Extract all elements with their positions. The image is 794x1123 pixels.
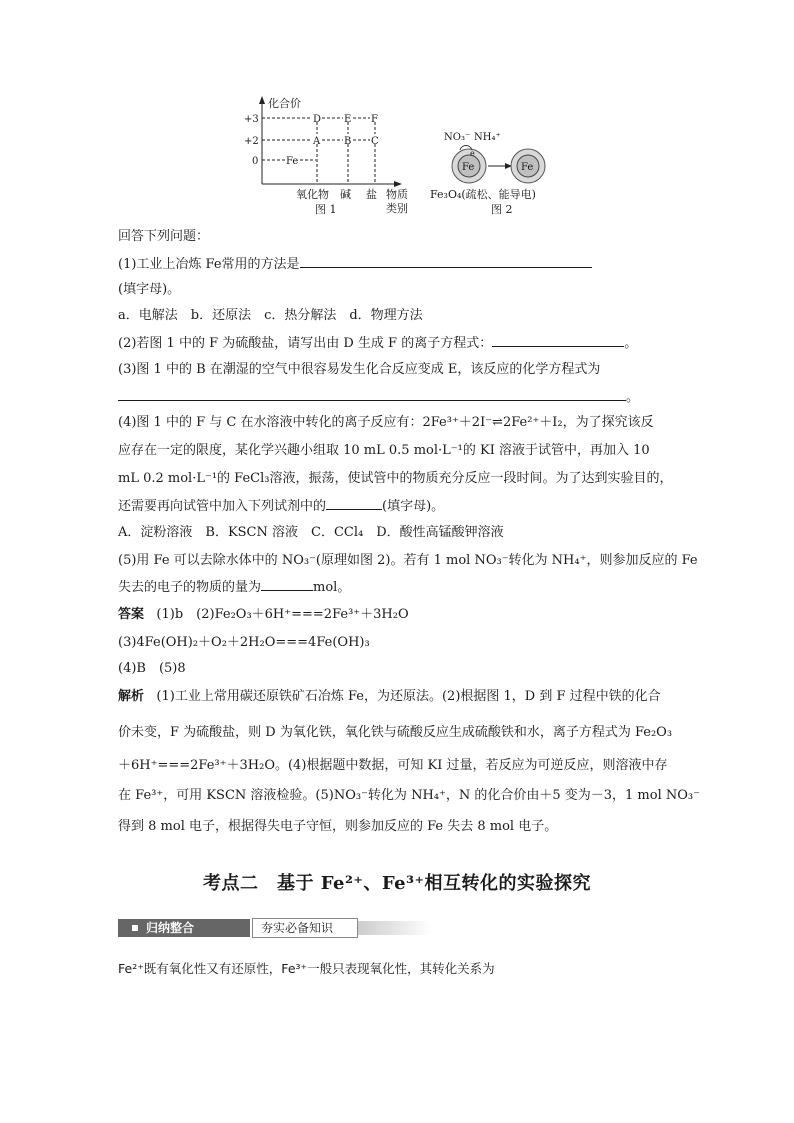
banner-dark-tab (118, 919, 250, 937)
last-line: Fe²⁺既有氧化性又有还原性，Fe³⁺一般只表现氧化性，其转化关系为 (118, 961, 495, 976)
q2-end: 。 (624, 336, 638, 351)
fig1-ytick-3: +3 (244, 114, 259, 125)
q4-end: (填字母)。 (382, 499, 445, 514)
fig1-point-Fe: Fe (286, 156, 299, 167)
fig2-ion-ammonium: NH₄⁺ (474, 132, 501, 143)
banner-right-label: 夯实必备知识 (261, 921, 334, 935)
fig1-point-C: C (371, 136, 379, 147)
q5-end: mol。 (313, 580, 351, 595)
q1-fill-line: (填字母)。 (118, 282, 181, 297)
answer-line-2: (3)4Fe(OH)₂＋O₂＋2H₂O===4Fe(OH)₃ (118, 635, 370, 650)
q1-options: a．电解法 b．还原法 c．热分解法 d．物理方法 (118, 308, 423, 323)
q1-blank[interactable] (300, 254, 592, 268)
q1-line (118, 254, 734, 275)
q4-line-4 (118, 496, 734, 517)
explanation-1: (1)工业上常用碳还原铁矿石冶炼 Fe，为还原法。(2)根据图 1，D 到 F 过程中铁的化合 (156, 689, 661, 704)
figures-area (0, 92, 794, 222)
fig1-xcat-base: 碱 (340, 188, 351, 201)
fig1-xcat-salt: 盐 (366, 188, 377, 201)
q1-text: (1)工业上冶炼 Fe常用的方法是 (118, 257, 300, 272)
q5-line-1: (5)用 Fe 可以去除水体中的 NO₃⁻(原理如图 2)。若有 1 mol NO₃⁻转化为 NH₄⁺，则参加反应的 Fe (118, 553, 698, 568)
figure-1 (244, 96, 408, 216)
q3-line: (3)图 1 中的 B 在潮湿的空气中很容易发生化合反应变成 E，该反应的化学方程式为 (118, 362, 601, 377)
figures-svg (0, 92, 794, 222)
fig1-xcat-oxide: 氧化物 (296, 188, 329, 201)
q4-text: 还需要再向试管中加入下列试剂中的 (118, 499, 327, 514)
fig1-x-axis-label-1: 物质 (386, 188, 408, 201)
explanation-line-4: 在 Fe³⁺，可用 KSCN 溶液检验。(5)NO₃⁻转化为 NH₄⁺，N 的化合价由＋5 变为－3，1 mol NO₃⁻ (118, 788, 700, 803)
q4-line-3: mL 0.2 mol·L⁻¹的 FeCl₃溶液，振荡，使试管中的物质充分反应一段时间。为了达到实验目的， (118, 471, 673, 486)
figure-2 (430, 132, 545, 216)
banner-left-label: 归纳整合 (146, 921, 195, 935)
q2-blank[interactable] (492, 333, 624, 347)
fig2-electron-label: e (470, 149, 475, 158)
q4-blank[interactable] (326, 496, 382, 510)
banner-light-tab (252, 918, 358, 938)
q3-answer-line (118, 387, 734, 408)
fig1-ytick-2: +2 (244, 136, 259, 147)
fig1-ytick-0: 0 (252, 156, 259, 167)
explanation-line-5: 得到 8 mol 电子，根据得失电子守恒，则参加反应的 Fe 失去 8 mol 电子。 (118, 819, 558, 834)
fig1-point-F: F (371, 114, 378, 125)
answer-line-1 (118, 605, 734, 625)
answer-label: 答案 (118, 607, 145, 622)
explanation-line-3: ＋6H⁺===2Fe³⁺＋3H₂O。(4)根据题中数据，可知 KI 过量，若反应为可逆反应，则溶液中存 (118, 758, 668, 773)
answer-line-3: (4)B (5)8 (118, 661, 186, 676)
explanation-line-1 (118, 687, 734, 707)
explanation-label: 解析 (118, 689, 145, 704)
fig2-bottom-label: Fe₃O₄(疏松、能导电) (430, 188, 536, 201)
fig2-caption: 图 2 (491, 203, 513, 216)
answer-1: (1)b (2)Fe₂O₃＋6H⁺===2Fe³⁺＋3H₂O (156, 607, 409, 622)
q3-blank[interactable] (118, 387, 626, 401)
q5-blank[interactable] (261, 577, 313, 591)
q2-text: (2)若图 1 中的 F 为硫酸盐，请写出由 D 生成 F 的离子方程式： (118, 336, 493, 351)
q4-options: A．淀粉溶液 B．KSCN 溶液 C．CCl₄ D．酸性高锰酸钾溶液 (118, 525, 504, 540)
fig1-point-B: B (344, 136, 352, 147)
q4-line-2: 应存在一定的限度，某化学兴趣小组取 10 mL 0.5 mol·L⁻¹的 KI 溶液于试管中，再加入 10 (118, 443, 650, 458)
fig1-point-D: D (313, 114, 322, 125)
section-banner (118, 917, 432, 939)
fig2-ion-nitrate: NO₃⁻ (444, 132, 471, 143)
square-bullet-icon (132, 925, 138, 931)
fig1-point-E: E (344, 114, 352, 125)
banner-gradient (358, 921, 432, 935)
fig1-x-axis-label-2: 类别 (386, 202, 408, 215)
q5-line-2 (118, 577, 734, 598)
fig1-point-A: A (313, 136, 321, 147)
fig2-right-circle-label: Fe (521, 162, 534, 173)
fig2-left-circle-label: Fe (462, 162, 475, 173)
q2-line (118, 333, 734, 354)
intro-line: 回答下列问题： (118, 229, 210, 244)
q5-text: 失去的电子的物质的量为 (118, 580, 262, 595)
section-heading: 考点二 基于 Fe²⁺、Fe³⁺相互转化的实验探究 (202, 873, 592, 894)
q3-end: 。 (626, 390, 640, 405)
q4-line-1: (4)图 1 中的 F 与 C 在水溶液中转化的离子反应有：2Fe³⁺＋2I⁻⇌2Fe²⁺＋I₂，为了探究该反 (118, 415, 654, 430)
explanation-line-2: 价未变，F 为硫酸盐，则 D 为氧化铁，氧化铁与硫酸反应生成硫酸铁和水，离子方程式为 Fe₂O₃ (118, 725, 673, 740)
fig1-y-axis-label: 化合价 (268, 97, 301, 110)
fig1-caption: 图 1 (315, 203, 337, 216)
